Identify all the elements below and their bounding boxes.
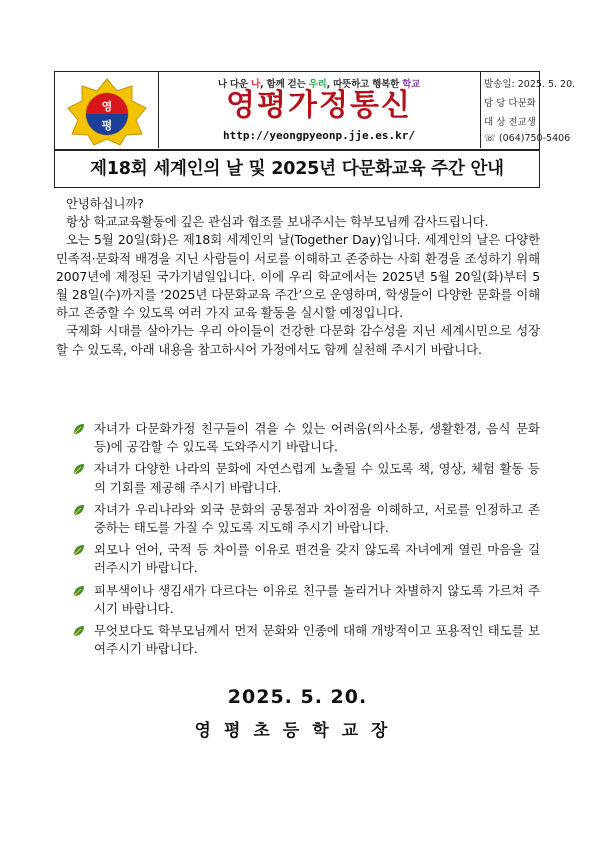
list-item-text: 자녀가 다문화가정 친구들이 겪을 수 있는 어려움(의사소통, 생활환경, 음식 문화 등)에 공감할 수 있도록 도와주시기 바랍니다. [94, 421, 540, 455]
leaf-bullet-icon [72, 624, 86, 638]
principal-signature: 영평초등학교장 [194, 721, 401, 741]
guideline-list [68, 420, 540, 662]
slogan-highlight-me: 나 [251, 79, 260, 90]
svg-text:평: 평 [101, 119, 113, 132]
list-item-text: 피부색이나 생김새가 다르다는 이유로 친구를 놀리거나 차별하지 않도록 가르쳐 주시기 바랍니다. [94, 582, 540, 616]
title-cell [158, 72, 481, 148]
slogan-highlight-us: 우리 [308, 79, 327, 90]
issue-info [480, 72, 576, 148]
list-item [68, 622, 540, 658]
leaf-bullet-icon [72, 584, 86, 598]
letter-body [56, 195, 540, 359]
slogan-part: 나 다운 [217, 79, 251, 90]
school-emblem-icon [66, 77, 148, 147]
phone-row [484, 133, 570, 144]
manager: 담 당 다문화 [484, 98, 536, 109]
body-paragraph: 오는 5월 20일(화)은 제18회 세계인의 날(Together Day)입니다. 세계인의 날은 다양한 민족적·문화적 배경을 지닌 사람들이 서로를 이해하고 존중하는 사회 환경을 조성하기 위해 2007년에 제정된 국가기념일입니다. 이에 우리 학교에서는 2025년 5월 20일(화)부터 5월 28일(수)까지를 ‘2025년 다문화교육 주간’으로 운영하며, 학생들이 다양한 문화를 이해하고 존중할 수 있도록 여러 가지 교육 활동을 실시할 예정입니다. [56, 232, 540, 321]
phone-number: (064)750-5406 [498, 133, 571, 144]
list-item-text: 외모나 언어, 국적 등 차이를 이유로 편견을 갖지 않도록 자녀에게 열린 마음을 길러주시기 바랍니다. [94, 542, 540, 576]
list-item [68, 582, 540, 618]
list-item [68, 501, 540, 537]
body-paragraph: 항상 학교교육활동에 깊은 관심과 협조를 보내주시는 학부모님께 감사드립니다. [66, 214, 489, 230]
phone-icon: ☏ [484, 133, 496, 144]
issue-date-footer: 2025. 5. 20. [227, 686, 368, 708]
list-item-text: 자녀가 우리나라와 외국 문화의 공통점과 차이점을 이해하고, 서로를 인정하고 존중하는 태도를 가질 수 있도록 지도해 주시기 바랍니다. [94, 501, 540, 536]
issue-date: 발송일: 2025. 5. 20. [484, 79, 576, 90]
body-paragraph: 국제화 시대를 살아가는 우리 아이들이 건강한 다문화 감수성을 지닌 세계시민으로 성장할 수 있도록, 아래 내용을 참고하시어 가정에서도 함께 실천해 주시기 바랍니다. [56, 323, 540, 357]
leaf-bullet-icon [72, 422, 86, 436]
newsletter-header [54, 71, 576, 150]
list-item [68, 541, 540, 577]
svg-text:영: 영 [101, 100, 113, 113]
leaf-bullet-icon [72, 503, 86, 517]
slogan-part: , 함께 걷는 [259, 79, 309, 90]
greeting: 안녕하십니까? [66, 196, 144, 211]
main-title: 제18회 세계인의 날 및 2025년 다문화교육 주간 안내 [54, 150, 540, 188]
list-item [68, 460, 540, 496]
leaf-bullet-icon [72, 543, 86, 557]
slogan-highlight-school: 학교 [402, 79, 421, 90]
leaf-bullet-icon [72, 462, 86, 476]
list-item-text: 무엇보다도 학부모님께서 먼저 문화와 인종에 대해 개방적이고 포용적인 태도를 보여주시기 바랍니다. [94, 623, 540, 657]
newsletter-title: 영평가정통신 [226, 88, 412, 123]
target: 대 상 전교생 [484, 117, 536, 128]
slogan-part: , 따뜻하고 행복한 [326, 79, 403, 90]
list-item-text: 자녀가 다양한 나라의 문화에 자연스럽게 노출될 수 있도록 책, 영상, 체험 활동 등의 기회를 제공해 주시기 바랍니다. [94, 461, 540, 495]
list-item [68, 420, 540, 456]
school-url[interactable]: http://yeongpyeonp.jje.es.kr/ [222, 129, 416, 142]
school-logo-cell [55, 72, 159, 148]
